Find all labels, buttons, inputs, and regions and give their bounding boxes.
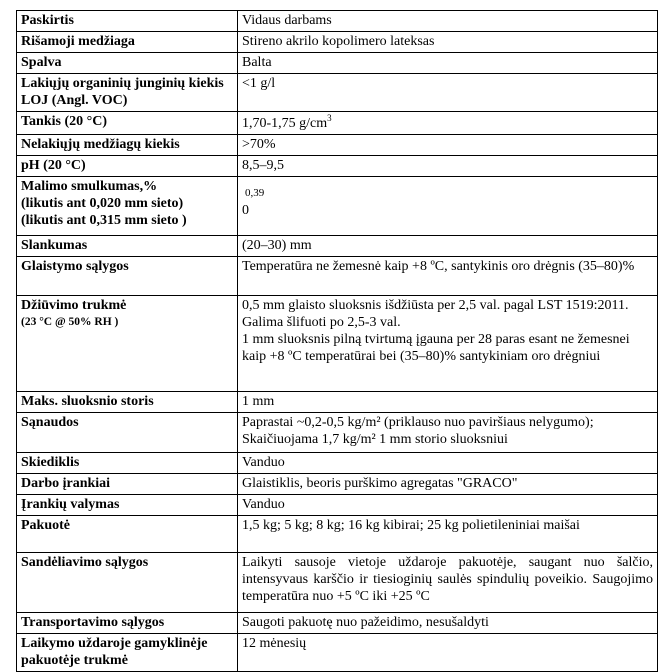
row-label: Laikymo uždaroje gamyklinėje pakuotėje trukmė xyxy=(17,634,238,672)
table-row xyxy=(17,257,658,296)
row-label: pH (20 °C) xyxy=(17,156,238,177)
table-row xyxy=(17,495,658,516)
table-row xyxy=(17,553,658,613)
table-row xyxy=(17,474,658,495)
table-row xyxy=(17,236,658,257)
row-label: Sandėliavimo sąlygos xyxy=(17,553,238,613)
density-value: 1,70-1,75 g/cm xyxy=(242,116,328,131)
product-spec-table xyxy=(16,10,658,672)
row-value: Paprastai ~0,2-0,5 kg/m² (priklauso nuo paviršiaus nelygumo); Skaičiuojama 1,7 kg/m² 1 mm storio sluoksniui xyxy=(238,413,658,453)
row-label: Glaistymo sąlygos xyxy=(17,257,238,296)
row-value xyxy=(238,177,658,236)
table-row xyxy=(17,74,658,112)
row-label: Rišamoji medžiaga xyxy=(17,32,238,53)
row-label: Slankumas xyxy=(17,236,238,257)
table-row xyxy=(17,177,658,236)
row-value: 1 mm xyxy=(238,392,658,413)
table-row xyxy=(17,135,658,156)
table-row xyxy=(17,112,658,135)
row-value: Temperatūra ne žemesnė kaip +8 ºC, santykinis oro drėgnis (35–80)% xyxy=(238,257,658,296)
density-superscript: 3 xyxy=(327,113,332,123)
table-row xyxy=(17,516,658,553)
table-row xyxy=(17,392,658,413)
row-label: Maks. sluoksnio storis xyxy=(17,392,238,413)
row-value: Saugoti pakuotę nuo pažeidimo, nesušaldyti xyxy=(238,613,658,634)
drying-label: Džiūvimo trukmė xyxy=(21,298,127,313)
row-value: 8,5–9,5 xyxy=(238,156,658,177)
row-label xyxy=(17,296,238,392)
row-label: Lakiųjų organinių junginių kiekis LOJ (Angl. VOC) xyxy=(17,74,238,112)
row-label: Darbo įrankiai xyxy=(17,474,238,495)
row-label: Transportavimo sąlygos xyxy=(17,613,238,634)
table-row xyxy=(17,413,658,453)
table-row xyxy=(17,156,658,177)
sieve-value-2: 0 xyxy=(242,203,249,218)
table-row xyxy=(17,32,658,53)
row-value: Stireno akrilo kopolimero lateksas xyxy=(238,32,658,53)
row-label: Pakuotė xyxy=(17,516,238,553)
row-value: (20–30) mm xyxy=(238,236,658,257)
table-row xyxy=(17,11,658,32)
row-value: >70% xyxy=(238,135,658,156)
row-value: Laikyti sausoje vietoje uždaroje pakuotėje, saugant nuo šalčio, intensyvaus karščio ir tiesioginių saulės spindulių poveikio. Saugojimo temperatūra nuo +5 ºC iki +25 ºC xyxy=(238,553,658,613)
row-value: Vidaus darbams xyxy=(238,11,658,32)
row-value: Glaistiklis, beoris purškimo agregatas "GRACO" xyxy=(238,474,658,495)
row-label: Spalva xyxy=(17,53,238,74)
row-label: Skiediklis xyxy=(17,453,238,474)
row-label: Įrankių valymas xyxy=(17,495,238,516)
row-value: 12 mėnesių xyxy=(238,634,658,672)
row-value: Vanduo xyxy=(238,453,658,474)
row-label: Tankis (20 °C) xyxy=(17,112,238,135)
row-value: 0,5 mm glaisto sluoksnis išdžiūsta per 2,5 val. pagal LST 1519:2011. Galima šlifuoti po 2,5-3 val. 1 mm sluoksnis pilną tvirtumą įgauna per 28 paras esant ne žemesnei kaip +8 ºC temperatūrai bei (35–80)% santykiniam oro drėgniui xyxy=(238,296,658,392)
table-row xyxy=(17,53,658,74)
sieve-value-1: 0,39 xyxy=(245,187,265,199)
table-row xyxy=(17,634,658,672)
drying-sublabel: (23 °C @ 50% RH ) xyxy=(21,316,119,328)
row-label: Sąnaudos xyxy=(17,413,238,453)
table-row xyxy=(17,296,658,392)
row-value xyxy=(238,112,658,135)
row-value: 1,5 kg; 5 kg; 8 kg; 16 kg kibirai; 25 kg polietileniniai maišai xyxy=(238,516,658,553)
row-value: Vanduo xyxy=(238,495,658,516)
row-label: Nelakiųjų medžiagų kiekis xyxy=(17,135,238,156)
row-value: <1 g/l xyxy=(238,74,658,112)
row-value: Balta xyxy=(238,53,658,74)
table-row xyxy=(17,453,658,474)
row-label: Paskirtis xyxy=(17,11,238,32)
table-row xyxy=(17,613,658,634)
row-label: Malimo smulkumas,% (likutis ant 0,020 mm sieto) (likutis ant 0,315 mm sieto ) xyxy=(17,177,238,236)
